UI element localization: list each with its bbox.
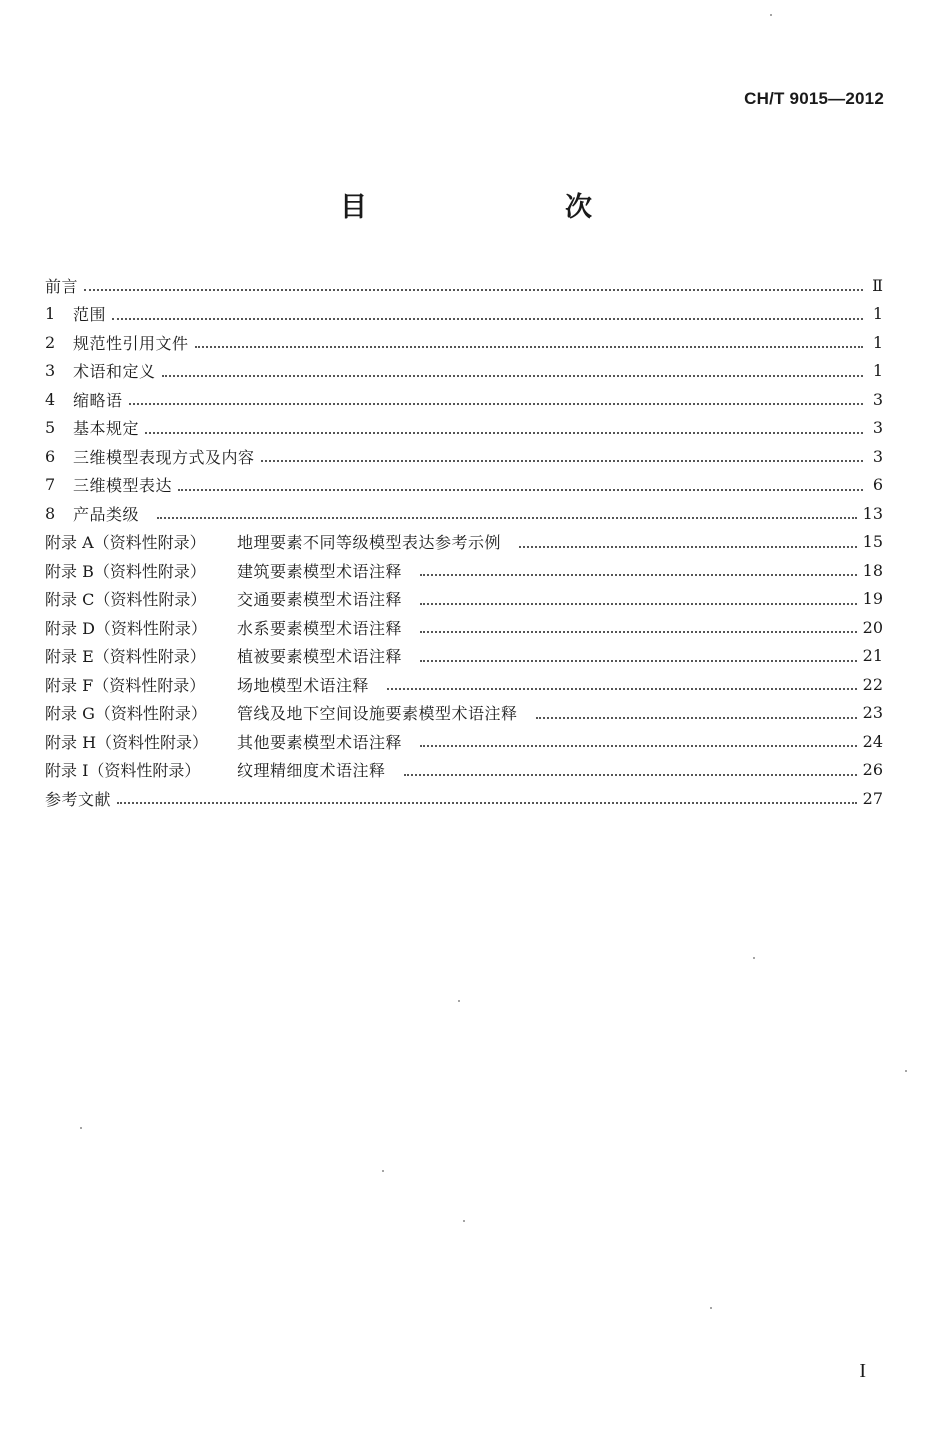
dot-leader	[195, 346, 863, 348]
toc-entry-6[interactable]	[45, 442, 883, 471]
appendix-label: 附录 C（资料性附录）	[45, 590, 207, 610]
table-of-contents	[45, 271, 883, 813]
scan-speck	[80, 1127, 82, 1129]
toc-entry-appendix-c[interactable]	[45, 585, 883, 614]
toc-entry-7[interactable]	[45, 471, 883, 500]
dot-leader	[519, 546, 857, 548]
toc-entry-label: 规范性引用文件	[73, 333, 189, 353]
toc-entry-label: 术语和定义	[73, 362, 156, 382]
toc-entry-5[interactable]	[45, 414, 883, 443]
toc-entry-2[interactable]	[45, 328, 883, 357]
dot-leader	[387, 688, 857, 690]
dot-leader	[536, 717, 857, 719]
toc-entry-3[interactable]	[45, 357, 883, 386]
toc-entry-label: 交通要素模型术语注释	[237, 590, 403, 610]
toc-entry-page: 15	[862, 532, 883, 552]
dot-leader	[162, 375, 863, 377]
toc-entry-appendix-d[interactable]	[45, 613, 883, 642]
toc-entry-page: 19	[862, 589, 883, 609]
dot-leader	[420, 631, 857, 633]
appendix-label: 附录 H（资料性附录）	[45, 732, 209, 752]
toc-entry-label: 管线及地下空间设施要素模型术语注释	[237, 704, 518, 724]
dot-leader	[420, 745, 857, 747]
toc-entry-appendix-e[interactable]	[45, 642, 883, 671]
toc-entry-number: 8	[45, 503, 56, 523]
toc-entry-page: 3	[872, 418, 883, 438]
appendix-label: 附录 D（资料性附录）	[45, 618, 207, 638]
toc-entry-appendix-a[interactable]	[45, 528, 883, 557]
toc-entry-page: 18	[862, 560, 883, 580]
toc-entry-8[interactable]	[45, 499, 883, 528]
toc-entry-number: 7	[45, 475, 56, 495]
toc-entry-label: 三维模型表现方式及内容	[73, 447, 255, 467]
toc-entry-number: 3	[45, 361, 56, 381]
toc-entry-page: 1	[872, 332, 883, 352]
scan-speck	[458, 1000, 460, 1002]
appendix-label: 附录 G（资料性附录）	[45, 704, 207, 724]
dot-leader	[157, 517, 857, 519]
toc-entry-number: 2	[45, 332, 56, 352]
toc-entry-4[interactable]	[45, 385, 883, 414]
toc-entry-label: 水系要素模型术语注释	[237, 618, 403, 638]
toc-entry-number: 5	[45, 418, 56, 438]
toc-entry-label: 其他要素模型术语注释	[237, 732, 403, 752]
toc-entry-number: 1	[45, 304, 56, 324]
dot-leader	[178, 489, 863, 491]
toc-entry-label: 范围	[73, 305, 107, 325]
dot-leader	[145, 432, 863, 434]
toc-entry-page: Ⅱ	[872, 275, 883, 295]
toc-entry-1[interactable]	[45, 300, 883, 329]
toc-entry-number: 6	[45, 446, 56, 466]
toc-entry-page: 6	[872, 475, 883, 495]
dot-leader	[84, 289, 863, 291]
toc-entry-appendix-i[interactable]	[45, 756, 883, 785]
toc-entry-page: 23	[862, 703, 883, 723]
dot-leader	[261, 460, 863, 462]
dot-leader	[117, 802, 857, 804]
toc-entry-label: 植被要素模型术语注释	[237, 647, 403, 667]
toc-entry-page: 1	[872, 304, 883, 324]
toc-entry-label: 地理要素不同等级模型表达参考示例	[237, 533, 502, 553]
appendix-label: 附录 F（资料性附录）	[45, 675, 206, 695]
toc-entry-label: 参考文献	[45, 789, 112, 809]
dot-leader	[112, 318, 863, 320]
page-number: I	[859, 1360, 866, 1382]
toc-entry-page: 13	[862, 503, 883, 523]
toc-entry-page: 26	[862, 760, 883, 780]
scan-speck	[905, 1070, 907, 1072]
toc-entry-appendix-f[interactable]	[45, 670, 883, 699]
toc-entry-label: 建筑要素模型术语注释	[237, 561, 403, 581]
toc-entry-label: 缩略语	[73, 390, 123, 410]
toc-entry-page: 3	[872, 389, 883, 409]
scan-speck	[753, 957, 755, 959]
scan-speck	[710, 1307, 712, 1309]
appendix-label: 附录 I（资料性附录）	[45, 761, 201, 781]
dot-leader	[129, 403, 863, 405]
toc-entry-label: 纹理精细度术语注释	[237, 761, 386, 781]
appendix-label: 附录 E（资料性附录）	[45, 647, 206, 667]
toc-entry-references[interactable]	[45, 784, 883, 813]
toc-entry-label: 基本规定	[73, 419, 140, 439]
dot-leader	[420, 574, 857, 576]
dot-leader	[420, 603, 857, 605]
toc-entry-label: 前言	[45, 276, 79, 296]
toc-entry-page: 21	[862, 646, 883, 666]
toc-entry-page: 3	[872, 446, 883, 466]
toc-entry-foreword[interactable]	[45, 271, 883, 300]
toc-entry-page: 24	[862, 731, 883, 751]
appendix-label: 附录 A（资料性附录）	[45, 533, 206, 553]
standard-code: CH/T 9015—2012	[744, 89, 884, 108]
dot-leader	[404, 774, 857, 776]
scan-speck	[382, 1170, 384, 1172]
dot-leader	[420, 660, 857, 662]
toc-entry-page: 1	[872, 361, 883, 381]
toc-entry-page: 27	[862, 788, 883, 808]
toc-entry-label: 三维模型表达	[73, 476, 173, 496]
toc-entry-appendix-h[interactable]	[45, 727, 883, 756]
toc-entry-page: 22	[862, 674, 883, 694]
page-title: 目 次	[340, 192, 640, 223]
toc-entry-number: 4	[45, 389, 56, 409]
toc-entry-appendix-g[interactable]	[45, 699, 883, 728]
toc-entry-label: 场地模型术语注释	[237, 675, 370, 695]
toc-entry-label: 产品类级	[73, 504, 140, 524]
appendix-label: 附录 B（资料性附录）	[45, 561, 206, 581]
scan-speck	[463, 1220, 465, 1222]
toc-entry-appendix-b[interactable]	[45, 556, 883, 585]
scan-speck	[770, 14, 772, 16]
toc-entry-page: 20	[862, 617, 883, 637]
